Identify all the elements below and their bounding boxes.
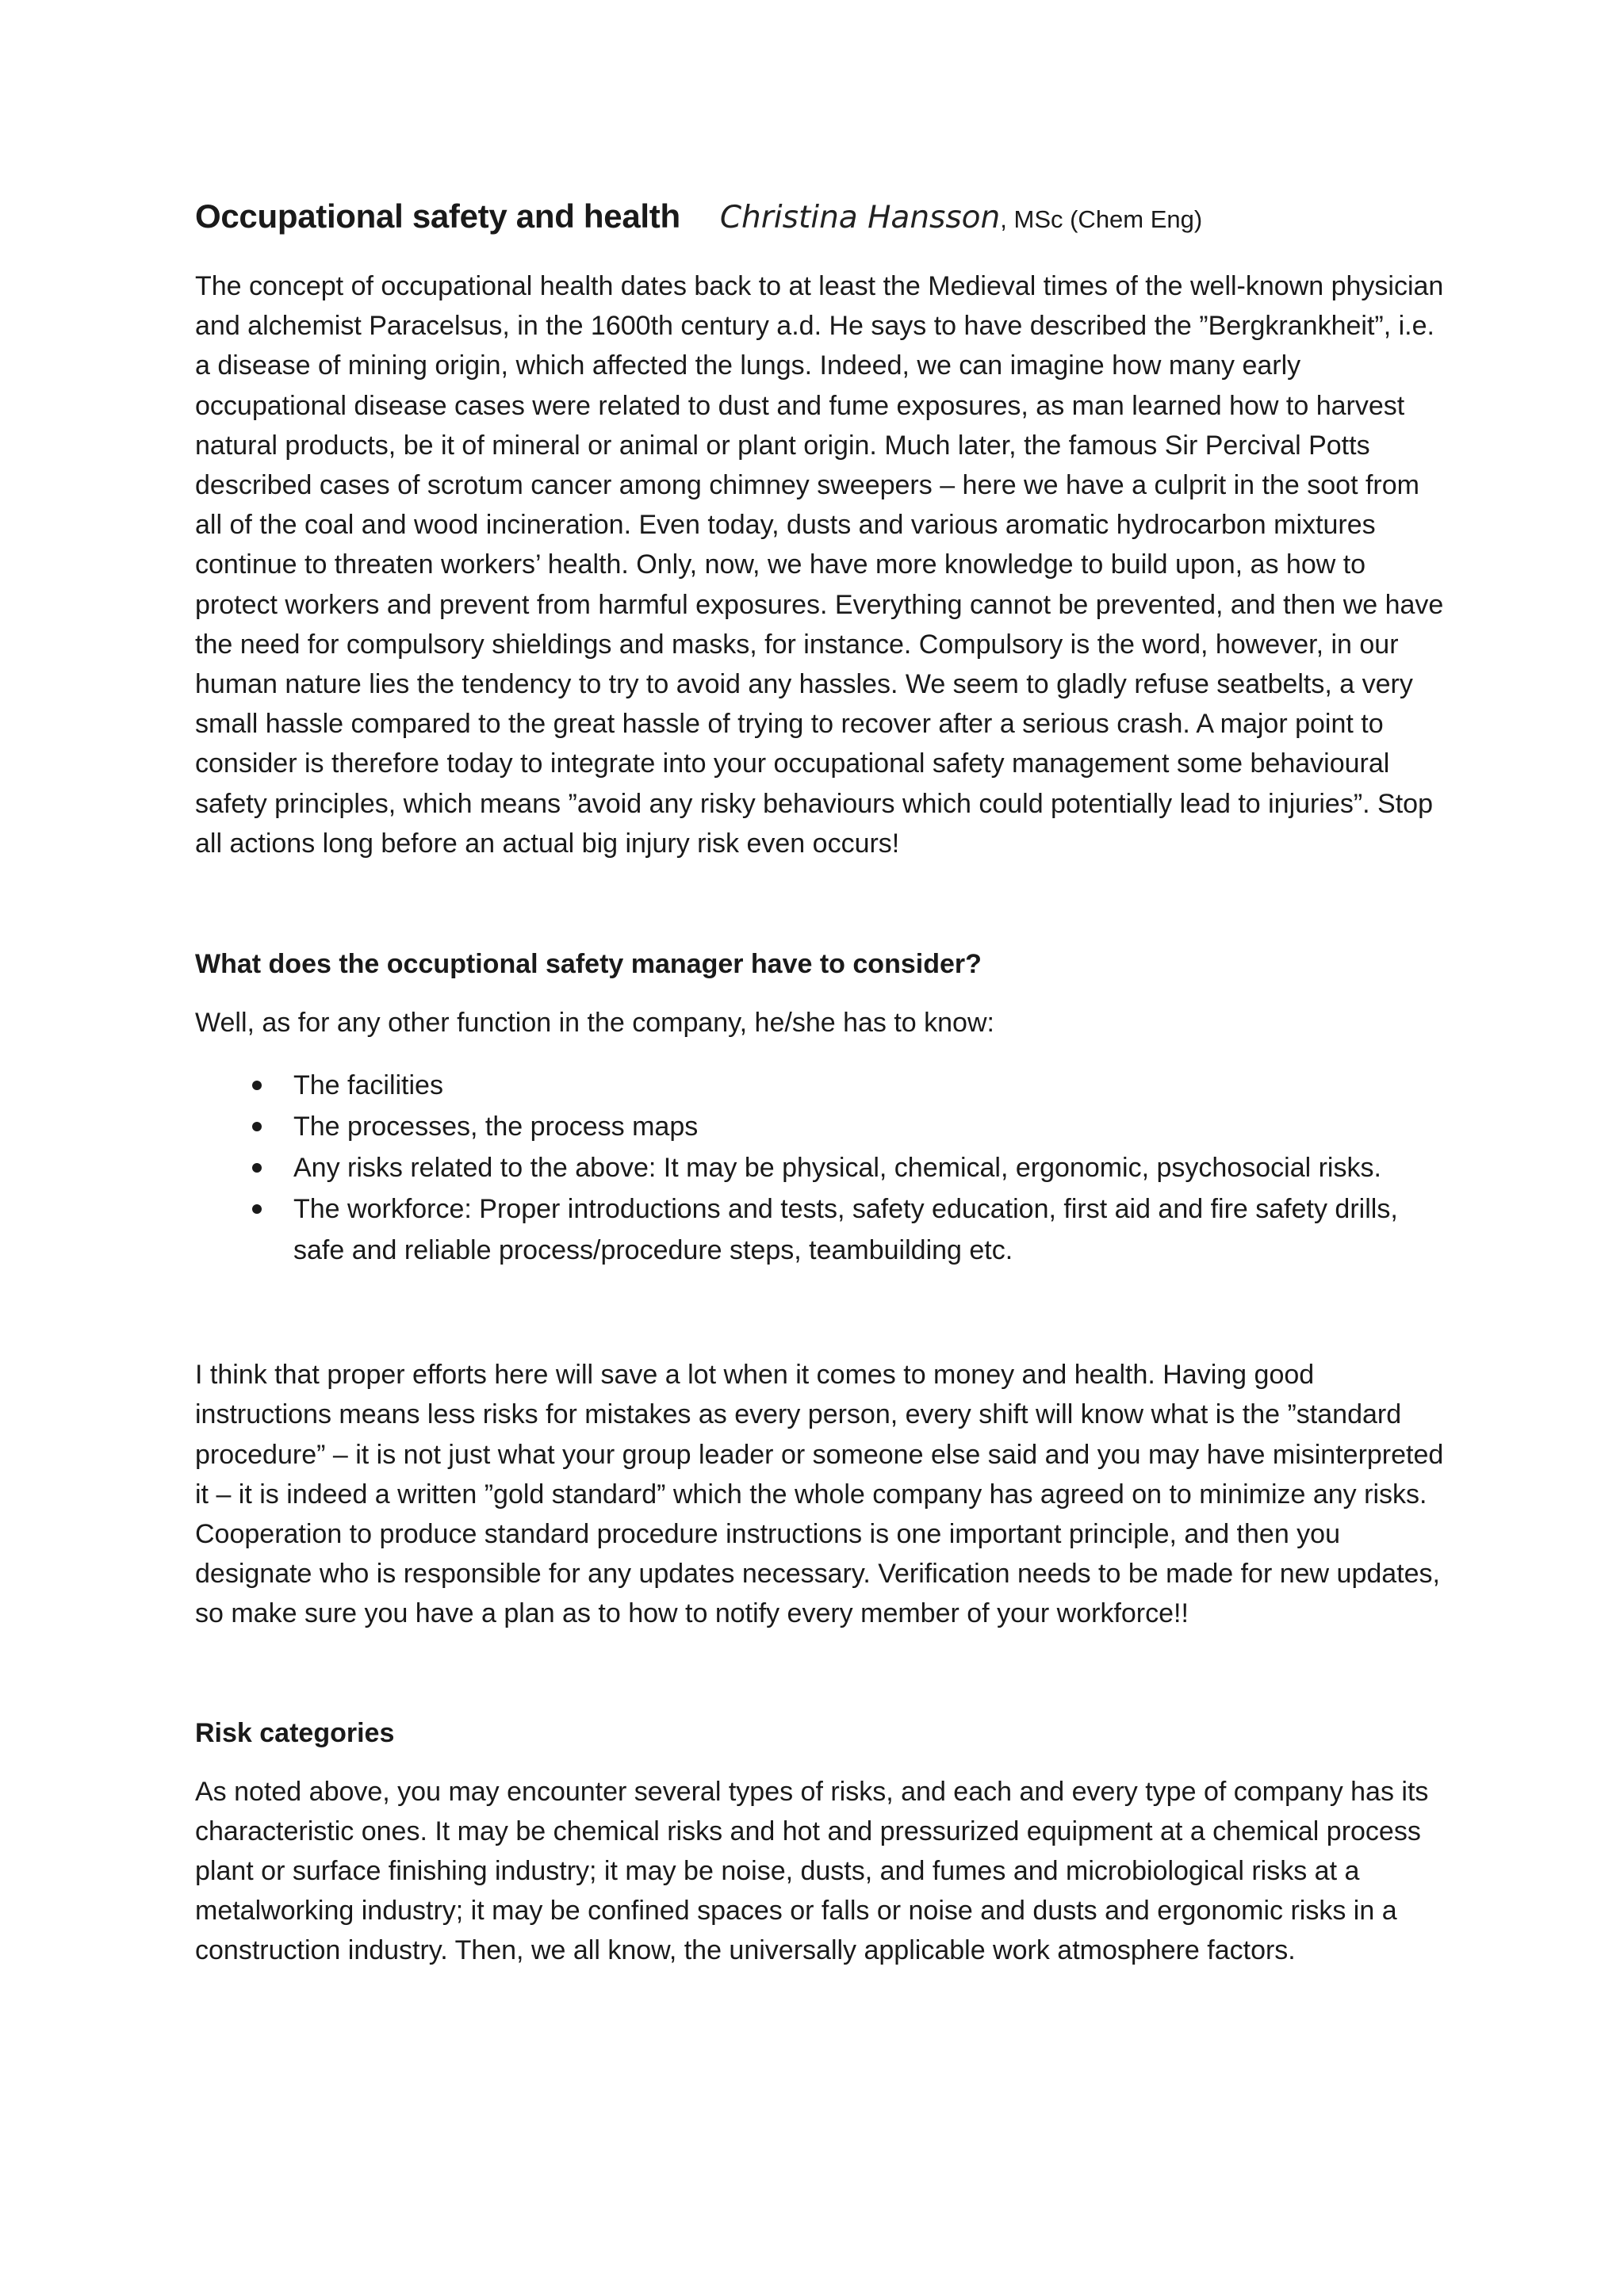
list-item-text: Any risks related to the above: It may be physical, chemical, ergonomic, psychosocial risks. — [293, 1153, 1381, 1184]
document-title: Occupational safety and health — [195, 197, 680, 235]
list-item-text: The processes, the process maps — [293, 1112, 699, 1142]
author-name: Christina Hansson — [719, 200, 1001, 235]
efforts-paragraph: I think that proper efforts here will save a lot when it comes to money and health. Having good instructions means less risks for mistakes as every person, every shift will know what is the ”standard procedure” – it is not just what your group leader or someone else said and you may have misinterpreted it – it is indeed a written ”gold standard” which the whole company has agreed on to minimize any risks. Cooperation to produce standard procedure instructions is one important principle, and then you designate who is responsible for any updates necessary. Verification needs to be made for new updates, so make sure you have a plan as to how to notify every member of your workforce!! — [195, 1360, 1444, 1629]
bullet-icon — [252, 1122, 262, 1131]
list-item-text: The facilities — [293, 1070, 443, 1101]
document-page — [195, 195, 1448, 1971]
intro-paragraph: The concept of occupational health dates back to at least the Medieval times of the well-known physician and alchemist Paracelsus, in the 1600th century a.d. He says to have described the ”Bergkrankheit”, i.e. a disease of mining origin, which affected the lungs. Indeed, we can imagine how many early occupational disease cases were related to dust and fume exposures, as man learned how to harvest natural products, be it of mineral or animal or plant origin. Much later, the famous Sir Percival Potts described cases of scrotum cancer among chimney sweepers – here we have a culprit in the soot from all of the coal and wood incineration. Even today, dusts and various aromatic hydrocarbon mixtures continue to threaten workers’ health. Only, now, we have more knowledge to build upon, as how to protect workers and prevent from harmful exposures. Everything cannot be prevented, and then we have the need for compulsory shieldings and masks, for instance. Compulsory is the word, however, in our human nature lies the tendency to try to avoid any hassles. We seem to gladly refuse seatbelts, a very small hassle compared to the great hassle of trying to recover after a serious crash. A major point to consider is therefore today to integrate into your occupational safety management some behavioural safety principles, which means ”avoid any risky behaviours which could potentially lead to injuries”. Stop all actions long before an actual big injury risk even occurs! — [195, 271, 1444, 859]
bullet-icon — [252, 1204, 262, 1214]
list-item — [195, 1065, 1448, 1106]
section-heading-risk: Risk categories — [195, 1717, 395, 1748]
list-item-text: The workforce: Proper introductions and tests, safety education, first aid and fire safety drills, safe and reliable process/procedure steps, teambuilding etc. — [293, 1194, 1398, 1266]
bullet-icon — [252, 1081, 262, 1090]
list-item — [195, 1106, 1448, 1147]
section-heading-manager: What does the occuptional safety manager have to consider? — [195, 949, 982, 980]
author-credentials: , MSc (Chem Eng) — [1000, 205, 1203, 233]
list-item — [195, 1188, 1448, 1271]
bullet-list — [195, 1065, 1448, 1271]
manager-lead-paragraph: Well, as for any other function in the company, he/she has to know: — [195, 1008, 994, 1039]
title-row — [195, 195, 1448, 238]
risk-paragraph: As noted above, you may encounter several types of risks, and each and every type of company has its characteristic ones. It may be chemical risks and hot and pressurized equipment at a chemical process plant or surface finishing industry; it may be noise, dusts, and fumes and microbiological risks at a metalworking industry; it may be confined spaces or falls or noise and dusts and ergonomic risks in a construction industry. Then, we all know, the universally applicable work atmosphere factors. — [195, 1776, 1429, 1966]
bullet-icon — [252, 1163, 262, 1173]
list-item — [195, 1147, 1448, 1188]
